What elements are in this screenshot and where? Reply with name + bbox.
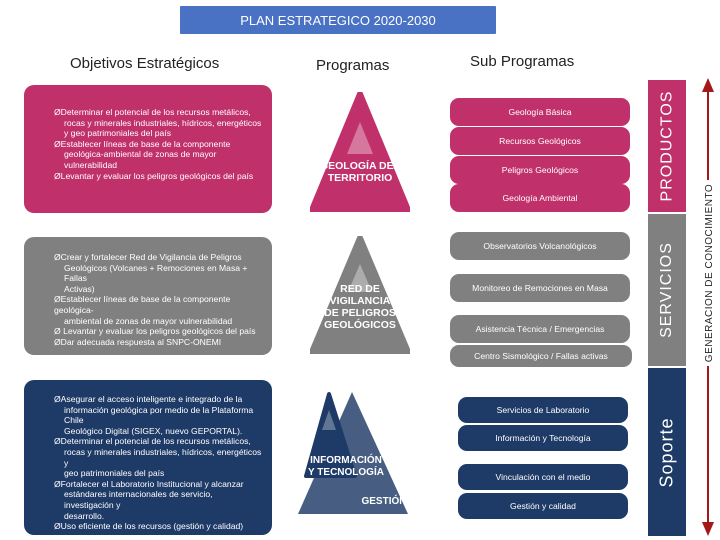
subprogram-gestion-calidad: Gestión y calidad xyxy=(458,493,628,519)
subprogram-centro-sismologico: Centro Sismológico / Fallas activas xyxy=(450,345,632,367)
objective-line: ØDar adecuada respuesta al SNPC-ONEMI xyxy=(54,336,222,347)
band-servicios-label: SERVICIOS xyxy=(658,242,675,338)
subprogram-observatorios: Observatorios Volcanológicos xyxy=(450,232,630,260)
objective-line: información geológica por medio de la Plataforma Chile xyxy=(64,404,254,426)
program-label-line: TERRITORIO xyxy=(327,172,393,184)
objective-line: ØEstablecer líneas de base de la componente xyxy=(54,138,231,149)
band-soporte xyxy=(648,368,686,536)
objective-line: rocas y minerales industriales, hídricos, energéticos y xyxy=(64,446,262,468)
subprogram-geologia-basica: Geología Básica xyxy=(450,98,630,126)
objective-line: ØCrear y fortalecer Red de Vigilancia de Peligros xyxy=(54,252,242,262)
subprogram-informacion-tecnologia: Información y Tecnología xyxy=(458,425,628,451)
objective-line: geo patrimoniales del país xyxy=(64,468,165,479)
band-productos-label: PRODUCTOS xyxy=(658,90,675,202)
objective-line: Geológicos (Volcanes + Remociones en Masa + Fallas xyxy=(64,262,248,284)
program-label-line: GEOLÓGICOS xyxy=(324,319,396,331)
objective-line: ØUso eficiente de los recursos (gestión y calidad) xyxy=(54,521,244,532)
program-label-line: DE PELIGROS xyxy=(324,307,396,319)
program-label-line: RED DE xyxy=(340,283,380,295)
objective-line: ØDeterminar el potencial de los recursos metálicos, xyxy=(54,107,251,117)
objective-line: ØFortalecer el Laboratorio Institucional y alcanzar xyxy=(54,478,244,489)
band-productos xyxy=(648,80,686,212)
program-label-line: VIGILANCIA xyxy=(329,295,391,307)
program-label-line: Y TECNOLOGÍA xyxy=(308,467,384,478)
objective-line: vulnerabilidad xyxy=(64,159,118,170)
program-label-informacion xyxy=(294,455,398,479)
objective-line: ØLevantar y evaluar los peligros geológicos del país xyxy=(54,170,254,181)
header-programas: Programas xyxy=(316,57,390,74)
objective-line: ambiental de zonas de mayor vulnerabilidad xyxy=(64,315,233,326)
side-label: GENERACION DE CONOCIMIENTO xyxy=(704,180,715,366)
header-objetivos: Objetivos Estratégicos xyxy=(70,55,220,72)
side-label-container xyxy=(702,153,716,393)
subprogram-vinculacion: Vinculación con el medio xyxy=(458,464,628,490)
objective-line: Ø Levantar y evaluar los peligros geológicos del país xyxy=(54,326,256,337)
program-label-gestion: GESTIÓN xyxy=(361,496,407,507)
objective-line: Geológico Digital (SIGEX, nuevo GEPORTAL). xyxy=(64,425,243,436)
program-label-geologia xyxy=(316,160,404,184)
band-servicios xyxy=(648,214,686,366)
program-label-vigilancia xyxy=(316,283,404,331)
header-subprogramas: Sub Programas xyxy=(470,53,575,70)
program-triangle-geologia xyxy=(310,92,410,212)
objective-box-vigilancia xyxy=(24,237,272,355)
objective-line: estándares internacionales de servicio, investigación y xyxy=(64,489,213,510)
objective-box-informacion xyxy=(24,380,272,535)
band-soporte-label: Soporte xyxy=(656,416,677,488)
subprogram-peligros-geologicos: Peligros Geológicos xyxy=(450,156,630,184)
page-title: PLAN ESTRATEGICO 2020-2030 xyxy=(180,6,496,34)
subprogram-servicios-laboratorio: Servicios de Laboratorio xyxy=(458,397,628,423)
subprogram-recursos-geologicos: Recursos Geológicos xyxy=(450,127,630,155)
objective-line: geológica-ambiental de zonas de mayor xyxy=(64,149,217,160)
objective-line: rocas y minerales industriales, hídricos, energéticos xyxy=(64,117,262,128)
program-label-line: INFORMACIÓN xyxy=(310,455,382,466)
objective-line: y geo patrimoniales del país xyxy=(64,128,172,139)
subprogram-geologia-ambiental: Geología Ambiental xyxy=(450,184,630,212)
objective-line: ØAsegurar el acceso inteligente e integrado de la xyxy=(54,394,243,404)
objective-line: ØDeterminar el potencial de los recursos metálicos, xyxy=(54,436,251,447)
objective-line: Activas) xyxy=(64,283,95,294)
program-label-line: GEOLOGÍA DEL xyxy=(319,160,401,172)
subprogram-monitoreo: Monitoreo de Remociones en Masa xyxy=(450,274,630,302)
subprogram-asistencia: Asistencia Técnica / Emergencias xyxy=(450,315,630,343)
objective-line: desarrollo. xyxy=(64,510,105,521)
objective-box-geologia xyxy=(24,85,272,213)
objective-line: ØEstablecer líneas de base de la componente geológica- xyxy=(54,294,231,315)
